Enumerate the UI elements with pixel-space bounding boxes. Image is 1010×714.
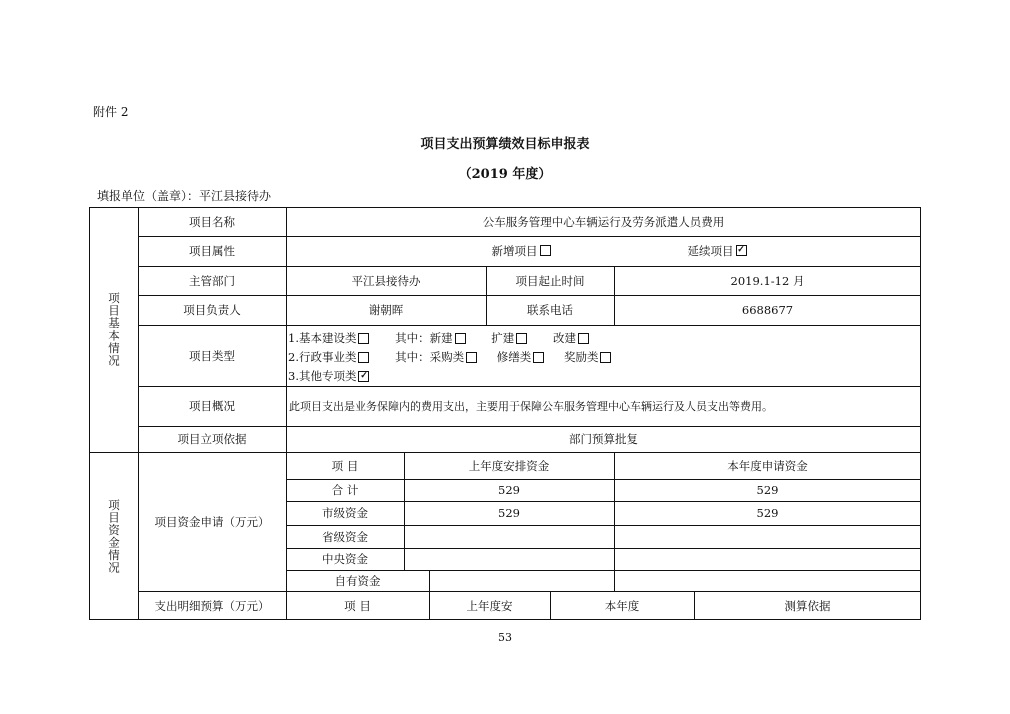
fund-total-label: 合 计 xyxy=(331,483,359,497)
overview-value: 此项目支出是业务保障内的费用支出，主要用于保障公车服务管理中心车辆运行及人员支出等费用。 xyxy=(289,400,773,413)
attr-continue-text: 延续项目 xyxy=(687,244,734,258)
attr-new-text: 新增项目 xyxy=(491,244,538,258)
attr-new-checkbox[interactable] xyxy=(540,245,551,256)
type-line-1 xyxy=(288,330,589,346)
filing-unit: 填报单位（盖章）：平江县接待办 xyxy=(97,189,272,203)
document-title: 项目支出预算绩效目标申报表 xyxy=(420,137,590,152)
fund-province-label: 省级资金 xyxy=(322,529,368,544)
fund-city-last: 529 xyxy=(498,506,520,520)
phone-value: 6688677 xyxy=(741,303,794,317)
detail-col-basis: 测算依据 xyxy=(784,598,831,613)
page-number: 53 xyxy=(498,631,512,644)
type-line-3 xyxy=(288,368,369,384)
detail-budget-label: 支出明细预算（万元） xyxy=(154,598,270,613)
type-repair: 修缮类 xyxy=(496,350,532,364)
type-expand-checkbox[interactable] xyxy=(516,333,527,344)
type-label: 项目类型 xyxy=(189,348,235,363)
type-new-build: 其中：新建 xyxy=(395,331,453,345)
owner-label: 项目负责人 xyxy=(183,303,241,317)
type-basic-construction: 1.基本建设类 xyxy=(288,331,357,345)
type-special-checkbox-checked[interactable] xyxy=(358,371,369,382)
detail-col-item: 项 目 xyxy=(344,598,371,613)
type-new-build-checkbox[interactable] xyxy=(455,333,466,344)
fund-city-this: 529 xyxy=(756,506,779,520)
fund-city-label: 市级资金 xyxy=(322,506,368,520)
fund-total-last: 529 xyxy=(498,483,520,497)
type-expand: 扩建 xyxy=(491,331,515,345)
type-reward-checkbox[interactable] xyxy=(600,352,611,363)
phone-label: 联系电话 xyxy=(527,303,573,317)
type-reward: 奖励类 xyxy=(563,350,599,364)
fund-apply-label: 项目资金申请（万元） xyxy=(154,514,270,529)
period-label: 项目起止时间 xyxy=(515,273,585,288)
attr-new-option[interactable] xyxy=(476,236,566,266)
document-year: （2019 年度） xyxy=(458,167,552,182)
section-funds-label: 项目资金情况 xyxy=(107,498,121,574)
fund-col-this-year: 本年度申请资金 xyxy=(727,458,808,473)
type-rebuild-checkbox[interactable] xyxy=(578,333,589,344)
section-basic-label: 项目基本情况 xyxy=(107,292,121,367)
type-rebuild: 改建 xyxy=(552,331,576,345)
dept-label: 主管部门 xyxy=(189,273,235,288)
detail-col-this: 本年度 xyxy=(604,598,640,613)
type-line-2 xyxy=(288,349,611,365)
attr-continue-checkbox-checked[interactable] xyxy=(736,245,747,256)
owner-value: 谢朝晖 xyxy=(368,303,404,317)
type-basic-checkbox[interactable] xyxy=(358,333,369,344)
attr-continue-option[interactable] xyxy=(672,236,762,266)
project-attr-label: 项目属性 xyxy=(189,244,235,258)
dept-value: 平江县接待办 xyxy=(351,273,421,288)
project-name-value: 公车服务管理中心车辆运行及劳务派遣人员费用 xyxy=(482,214,725,229)
project-name-label: 项目名称 xyxy=(189,214,235,229)
type-admin: 2.行政事业类 xyxy=(288,350,357,364)
type-admin-checkbox[interactable] xyxy=(358,352,369,363)
fund-own-label: 自有资金 xyxy=(334,573,381,588)
period-value: 2019.1-12 月 xyxy=(730,273,805,288)
fund-total-this: 529 xyxy=(756,483,779,497)
type-purchase: 其中：采购类 xyxy=(395,350,465,364)
attachment-label: 附件 2 xyxy=(93,105,129,119)
fund-col-last-year: 上年度安排资金 xyxy=(468,458,550,473)
fund-central-label: 中央资金 xyxy=(322,552,368,566)
type-repair-checkbox[interactable] xyxy=(533,352,544,363)
overview-label: 项目概况 xyxy=(189,399,235,413)
type-special: 3.其他专项类 xyxy=(288,369,357,383)
detail-col-last: 上年度安 xyxy=(466,598,513,613)
fund-col-item: 项 目 xyxy=(331,458,359,473)
type-purchase-checkbox[interactable] xyxy=(466,352,477,363)
basis-value: 部门预算批复 xyxy=(569,432,638,446)
basis-label: 项目立项依据 xyxy=(177,432,247,446)
